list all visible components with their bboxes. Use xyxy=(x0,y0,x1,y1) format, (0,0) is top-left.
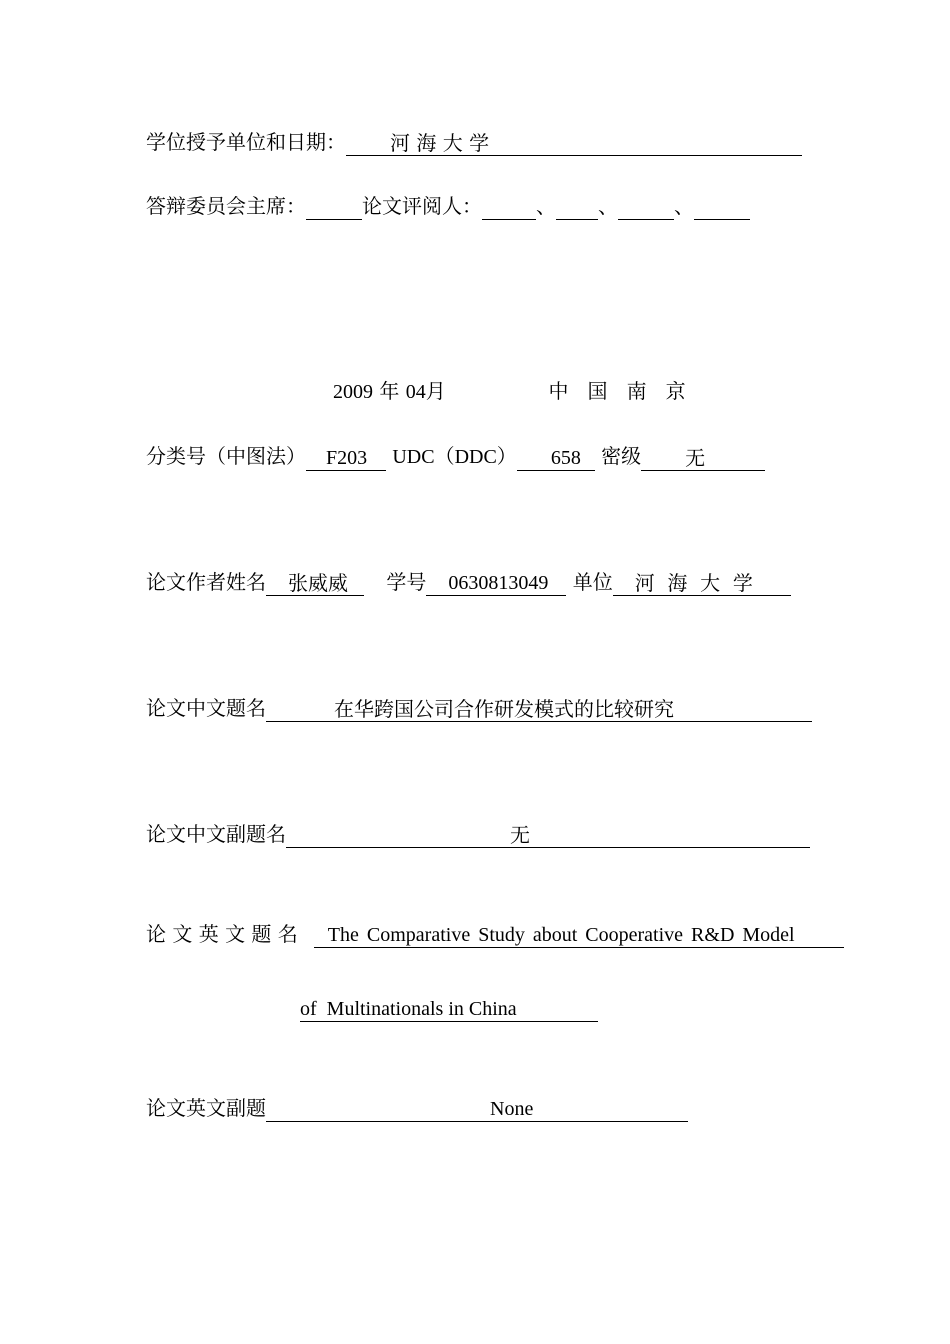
reviewer-field-4 xyxy=(694,195,750,220)
classification-field xyxy=(306,446,386,471)
en-title-field-1 xyxy=(314,923,844,948)
reviewer-separator-1: 、 xyxy=(536,194,556,218)
place: 中 国 南 京 xyxy=(548,379,686,403)
student-id-field xyxy=(426,571,566,596)
date-place-row xyxy=(333,377,686,406)
cn-subtitle-label: 论文中文副题名 xyxy=(146,822,286,846)
unit-label: 单位 xyxy=(572,570,613,594)
reviewer-field-1 xyxy=(482,195,536,220)
cn-title-row xyxy=(146,694,812,722)
en-title-row xyxy=(146,920,844,948)
author-label: 论文作者姓名 xyxy=(146,570,266,594)
reviewer-field-3 xyxy=(618,195,674,220)
cn-title-label: 论文中文题名 xyxy=(146,696,266,720)
udc-label: UDC（DDC） xyxy=(392,446,517,468)
reviewers-label: 论文评阅人： xyxy=(362,194,482,218)
degree-unit-value: 河 海 大 学 xyxy=(390,131,490,155)
classification-value: F203 xyxy=(326,447,368,469)
student-id-value: 0630813049 xyxy=(448,572,549,594)
unit-field xyxy=(613,571,791,596)
secret-value: 无 xyxy=(685,446,706,470)
secret-field xyxy=(641,446,765,471)
en-subtitle-row xyxy=(146,1094,688,1122)
en-title-field-2 xyxy=(300,997,598,1022)
cn-title-value: 在华跨国公司合作研发模式的比较研究 xyxy=(334,697,674,721)
en-title-label: 论 文 英 文 题 名 xyxy=(146,922,298,946)
date-month: 04 xyxy=(405,381,426,403)
degree-unit-row xyxy=(146,128,802,156)
classification-label: 分类号（中图法） xyxy=(146,444,306,468)
cn-subtitle-field xyxy=(286,823,810,848)
udc-field xyxy=(517,446,595,471)
committee-chair-label: 答辩委员会主席： xyxy=(146,194,306,218)
classification-row xyxy=(146,442,765,471)
unit-value: 河 海 大 学 xyxy=(634,571,753,595)
en-title-row-2 xyxy=(300,994,598,1022)
degree-unit-field xyxy=(346,131,802,156)
author-value: 张威威 xyxy=(288,571,348,595)
cn-subtitle-value: 无 xyxy=(510,823,530,847)
secret-label: 密级 xyxy=(601,444,642,468)
reviewer-field-2 xyxy=(556,195,598,220)
reviewer-separator-2: 、 xyxy=(598,194,618,218)
degree-unit-label: 学位授予单位和日期： xyxy=(146,130,346,154)
committee-chair-field xyxy=(306,195,362,220)
date-year: 2009 xyxy=(333,381,373,403)
cn-title-field xyxy=(266,697,812,722)
student-id-label: 学号 xyxy=(386,570,427,594)
en-subtitle-field xyxy=(266,1097,688,1122)
en-title-line1: The Comparative Study about Cooperative R&D Model xyxy=(327,924,795,946)
en-title-line2: of Multinationals in China xyxy=(300,998,517,1020)
year-char: 年 xyxy=(379,379,400,403)
author-field xyxy=(266,571,364,596)
cn-subtitle-row xyxy=(146,820,810,848)
reviewer-separator-3: 、 xyxy=(674,194,694,218)
committee-row xyxy=(146,192,750,220)
en-subtitle-label: 论文英文副题 xyxy=(146,1096,266,1120)
en-subtitle-value: None xyxy=(490,1098,534,1120)
udc-value: 658 xyxy=(550,447,581,469)
author-row xyxy=(146,568,791,596)
month-char: 月 xyxy=(425,379,446,403)
